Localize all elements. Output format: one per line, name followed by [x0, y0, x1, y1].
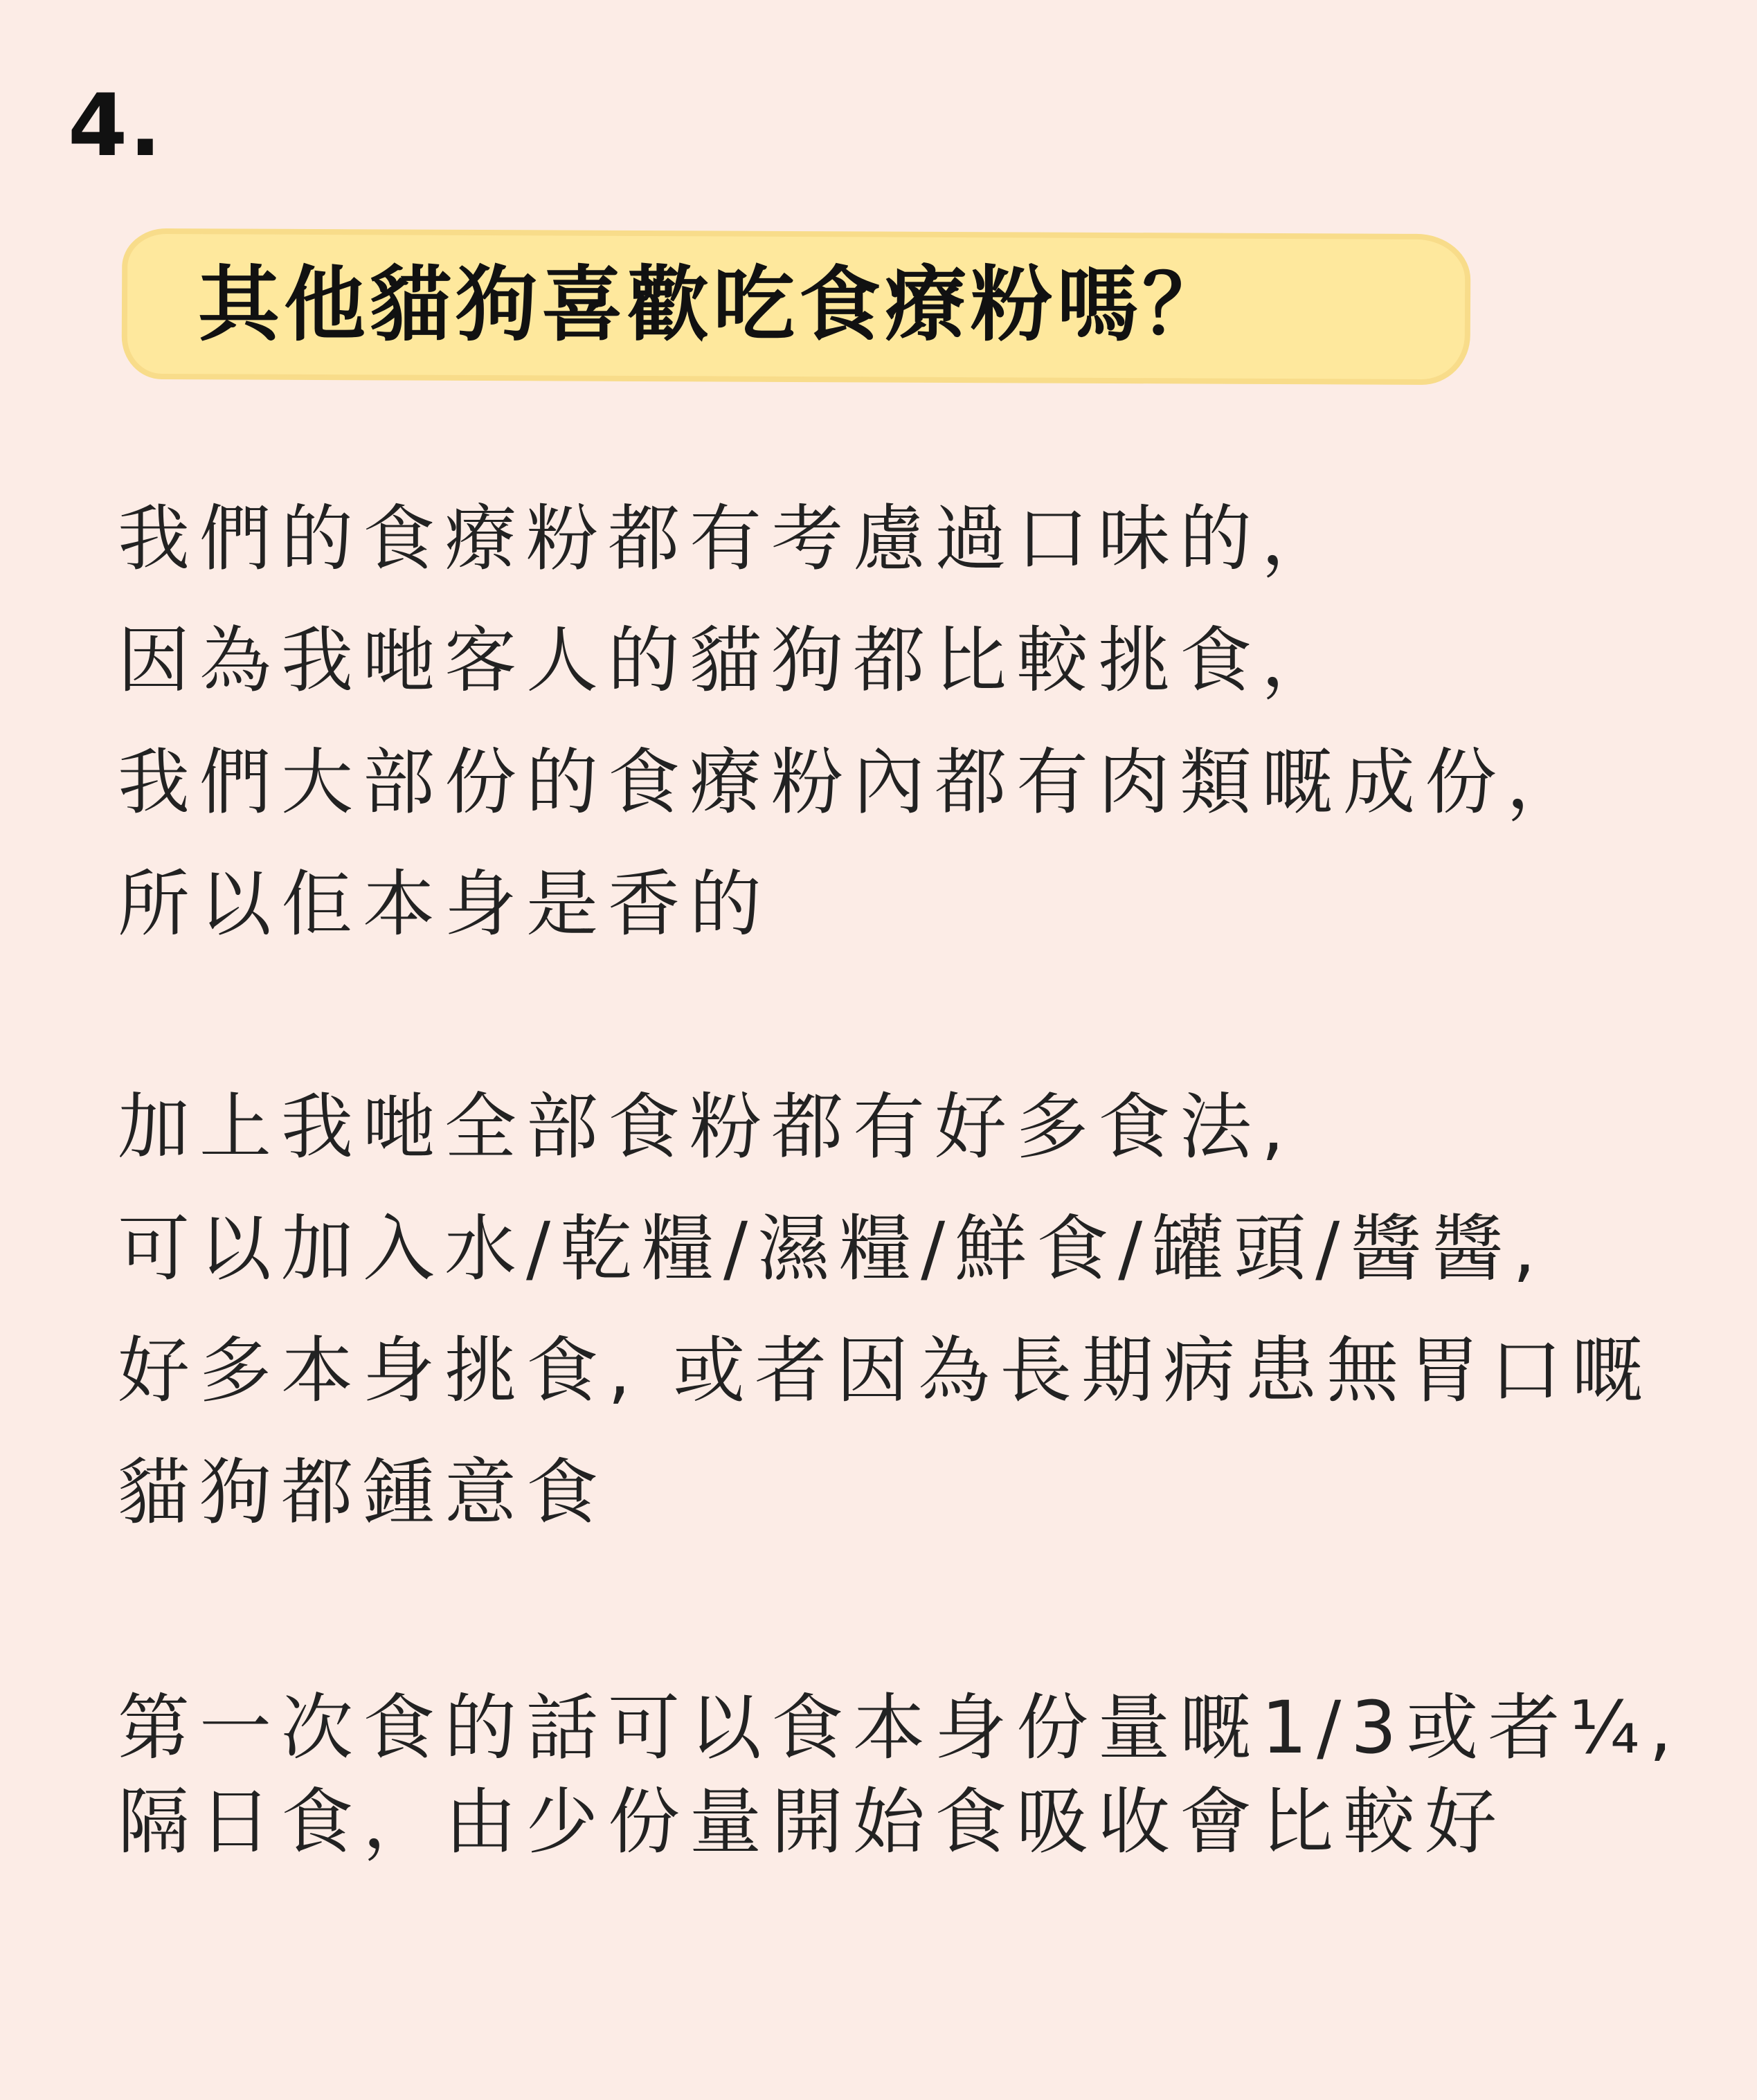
paragraph-3 — [118, 1681, 1696, 1869]
paragraph-2-line-3: 好多本身挑食, 或者因為長期病患無胃口嘅 — [118, 1328, 1654, 1413]
paragraph-1-line-4: 所以佢本身是香的 — [118, 862, 772, 946]
paragraph-2-line-1: 加上我哋全部食粉都有好多食法, — [118, 1085, 1295, 1169]
paragraph-2-line-4: 貓狗都鍾意食 — [118, 1450, 609, 1535]
section-title: 其他貓狗喜歡吃食療粉嗎？ — [198, 257, 1229, 352]
section-number: 4. — [68, 76, 163, 176]
paragraph-1 — [118, 478, 1696, 965]
paragraph-2-line-2: 可以加入水/乾糧/濕糧/鮮食/罐頭/醬醬, — [118, 1206, 1546, 1291]
paragraph-1-line-1: 我們的食療粉都有考慮過口味的， — [118, 496, 1344, 581]
paragraph-2 — [118, 1066, 1696, 1553]
paragraph-3-line-2: 隔日食，由少份量開始食吸收會比較好 — [118, 1780, 1507, 1864]
paragraph-3-line-1: 第一次食的話可以食本身份量嘅1/3或者¼, — [118, 1685, 1682, 1770]
paragraph-1-line-2: 因為我哋客人的貓狗都比較挑食， — [118, 618, 1344, 703]
paragraph-1-line-3: 我們大部份的食療粉內都有肉類嘅成份， — [118, 740, 1589, 824]
